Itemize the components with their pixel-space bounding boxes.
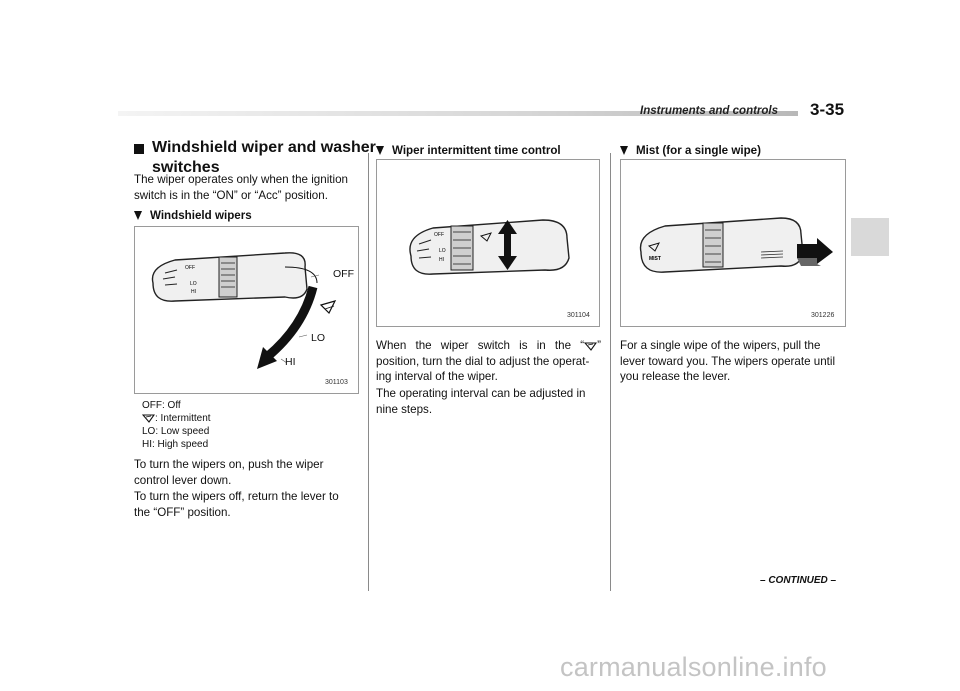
paragraph-single-wipe <box>620 338 845 385</box>
paragraph-turn-off <box>134 489 359 520</box>
intermittent-wiper-icon <box>142 413 155 423</box>
para-line: you release the lever. <box>620 370 731 384</box>
paragraph-turn-on <box>134 457 359 488</box>
svg-text:HI: HI <box>191 289 196 295</box>
para-line: For a single wipe of the wipers, pull the <box>620 339 821 352</box>
paragraph-dial-adjust <box>376 338 601 385</box>
para-line: To turn the wipers off, return the lever to <box>134 490 339 503</box>
triangle-bullet-icon <box>134 211 142 220</box>
subheading-intermittent-time <box>376 144 561 157</box>
svg-text:OFF: OFF <box>434 232 444 238</box>
figure-code: 301226 <box>811 312 835 319</box>
intermittent-dial-figure <box>376 159 600 327</box>
wiper-lever-figure <box>134 226 359 394</box>
para-line: control lever down. <box>134 473 232 487</box>
para-line: The operating interval can be adjusted in <box>376 387 586 400</box>
heading-line-1: Windshield wiper and washer <box>152 139 376 156</box>
column-divider-right <box>610 153 611 591</box>
intermittent-wiper-icon <box>584 341 597 351</box>
para-line: ing interval of the wiper. <box>376 370 498 384</box>
para-line: position, turn the dial to adjust the operat- <box>376 354 590 368</box>
heading-square-icon <box>134 144 144 154</box>
chapter-tab <box>851 218 889 256</box>
figure-legend <box>142 399 211 451</box>
legend-intermittent-text: : Intermittent <box>155 413 211 424</box>
mist-figure <box>620 159 846 327</box>
legend-intermittent <box>142 412 211 425</box>
column-divider-left <box>368 153 369 591</box>
mist-lever-illustration <box>621 160 845 326</box>
callout-lo: LO <box>311 332 326 344</box>
para-line: lever toward you. The wipers operate until <box>620 354 836 368</box>
svg-text:MIST: MIST <box>649 256 661 262</box>
watermark-text: carmanualsonline.info <box>560 652 827 682</box>
intro-paragraph <box>134 172 359 203</box>
page-number: 3-35 <box>810 100 845 119</box>
para-line: nine steps. <box>376 402 433 416</box>
triangle-bullet-icon <box>620 146 628 155</box>
svg-text:LO: LO <box>439 248 446 254</box>
continued-label: – CONTINUED – <box>760 575 837 586</box>
para-line: When the wiper switch is in the “ ” <box>376 339 601 352</box>
subheading-windshield-wipers <box>134 209 252 222</box>
triangle-bullet-icon <box>376 146 384 155</box>
subheading-text: Mist (for a single wipe) <box>636 144 761 157</box>
intro-line-1: The wiper operates only when the ignition <box>134 173 348 186</box>
subheading-mist <box>620 144 761 157</box>
subheading-text: Wiper intermittent time control <box>392 144 561 157</box>
intermittent-dial-illustration <box>377 160 599 326</box>
section-title: Instruments and controls <box>640 105 779 117</box>
callout-off: OFF <box>333 268 354 280</box>
callout-hi: HI <box>285 356 296 368</box>
wiper-lever-illustration <box>135 227 358 393</box>
intro-line-2: switch is in the “ON” or “Acc” position. <box>134 188 328 202</box>
figure-code: 301103 <box>325 379 348 386</box>
legend-lo: LO: Low speed <box>142 426 210 437</box>
para-line: To turn the wipers on, push the wiper <box>134 458 324 471</box>
legend-hi: HI: High speed <box>142 439 209 450</box>
subheading-text: Windshield wipers <box>150 209 252 222</box>
legend-off: OFF: Off <box>142 400 181 411</box>
svg-text:LO: LO <box>190 281 197 287</box>
figure-code: 301104 <box>567 312 590 319</box>
svg-text:HI: HI <box>439 257 444 263</box>
heading-line-2: switches <box>152 159 220 176</box>
para-line: the “OFF” position. <box>134 505 231 519</box>
svg-text:OFF: OFF <box>185 265 195 271</box>
paragraph-nine-steps <box>376 386 601 417</box>
